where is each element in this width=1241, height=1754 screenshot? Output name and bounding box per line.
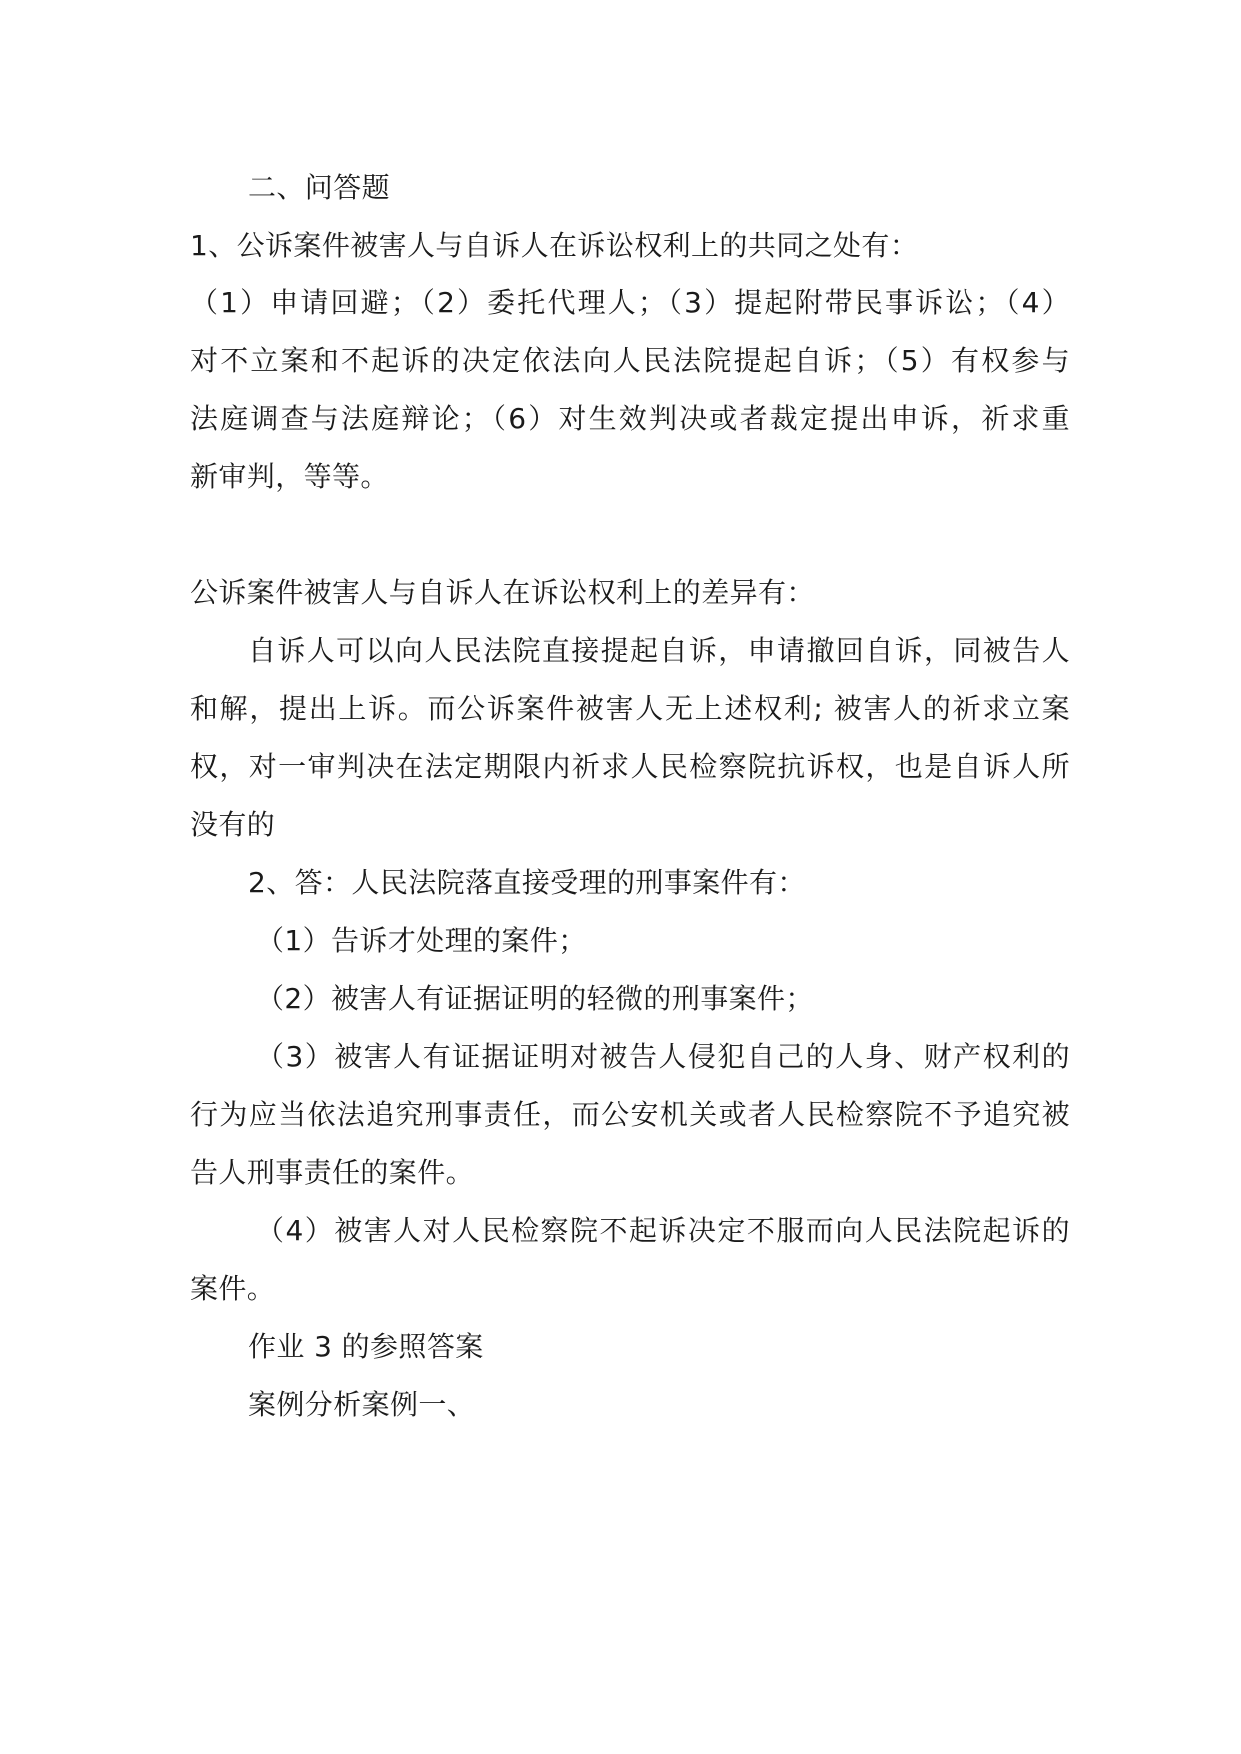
paragraph-line: 行为应当依法追究刑事责任，而公安机关或者人民检察院不予追究被 (190, 1098, 1070, 1131)
question-1-title: 1、公诉案件被害人与自诉人在诉讼权利上的共同之处有： (190, 229, 919, 262)
question-2-title: 2、答：人民法院落直接受理的刑事案件有： (248, 866, 806, 899)
paragraph-line: 对不立案和不起诉的决定依法向人民法院提起自诉；（5）有权参与 (190, 344, 1070, 377)
list-item: （1）告诉才处理的案件； (256, 924, 587, 957)
paragraph-line: 案件。 (190, 1272, 276, 1305)
list-item: （3）被害人有证据证明对被告人侵犯自己的人身、财产权利的 (256, 1040, 1070, 1073)
paragraph-line: 法庭调查与法庭辩论；（6）对生效判决或者裁定提出申诉，祈求重 (190, 402, 1070, 435)
paragraph-line: 权，对一审判决在法定期限内祈求人民检察院抗诉权，也是自诉人所 (190, 750, 1070, 783)
paragraph-line: 新审判，等等。 (190, 460, 389, 493)
list-item: （4）被害人对人民检察院不起诉决定不服而向人民法院起诉的 (256, 1214, 1070, 1247)
assignment-heading: 作业 3 的参照答案 (248, 1330, 484, 1363)
section-heading: 二、问答题 (248, 171, 391, 204)
differences-title: 公诉案件被害人与自诉人在诉讼权利上的差异有： (190, 576, 815, 609)
case-analysis-heading: 案例分析案例一、 (248, 1388, 476, 1421)
paragraph-line: （1）申请回避；（2）委托代理人；（3）提起附带民事诉讼；（4） (190, 286, 1070, 319)
paragraph-line: 没有的 (190, 808, 276, 841)
paragraph-line: 告人刑事责任的案件。 (190, 1156, 475, 1189)
paragraph-line: 和解，提出上诉。而公诉案件被害人无上述权利; 被害人的祈求立案 (190, 692, 1070, 725)
paragraph-line: 自诉人可以向人民法院直接提起自诉，申请撤回自诉，同被告人 (248, 634, 1070, 667)
list-item: （2）被害人有证据证明的轻微的刑事案件； (256, 982, 814, 1015)
